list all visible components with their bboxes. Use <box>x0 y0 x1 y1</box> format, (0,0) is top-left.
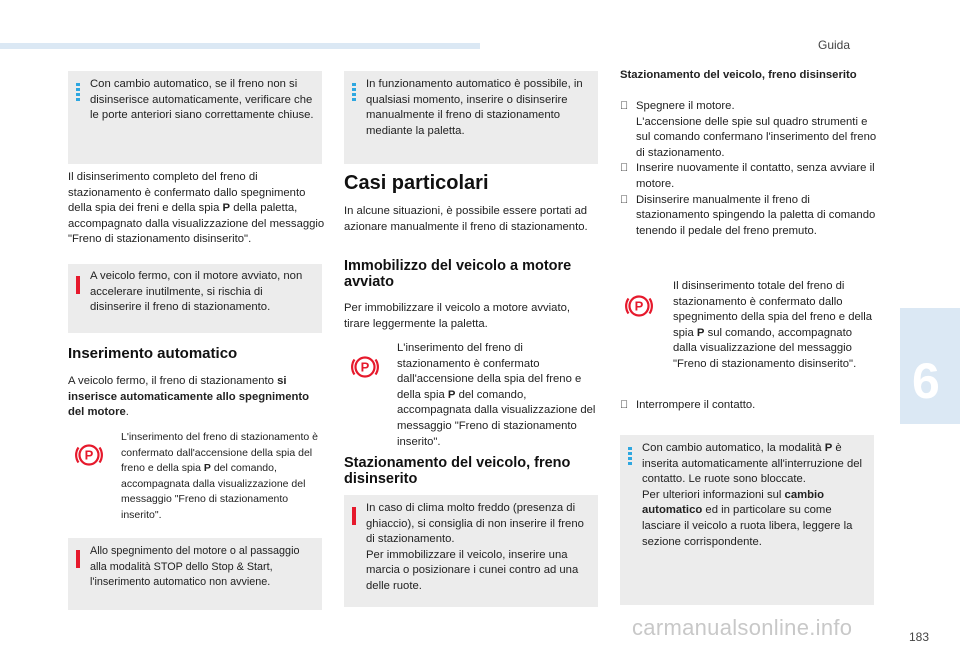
subheading: Stazionamento del veicolo, freno disinserito <box>344 455 571 487</box>
paragraph: In alcune situazioni, è possibile essere portati ad azionare manualmente il freno di stazionamento. <box>344 205 588 233</box>
parking-brake-warning-icon <box>350 352 380 382</box>
info-box <box>344 71 598 164</box>
warning-text: Allo spegnimento del motore o al passaggio alla modalità STOP dello Stop & Start, l'inserimento automatico non avviene. <box>90 545 300 589</box>
arrow-bullet-icon <box>620 99 628 115</box>
info-text: Con cambio automatico, la modalità P è inserita automaticamente all'interruzione del contatto. Le ruote sono bloccate. Per ulteriori informazioni sul cambio automatico ed in particolare su come lasciare il veicolo a ruota libera, leggere la sezione corrispondente. <box>642 442 863 548</box>
warning-marker-icon <box>76 276 80 294</box>
warning-text: A veicolo fermo, con il motore avviato, non accelerare inutilmente, si rischia di disinserire il freno di stazionamento. <box>90 270 303 314</box>
step-list <box>620 99 878 239</box>
list-item: Spegnere il motore. <box>620 99 878 115</box>
warning-text: In caso di clima molto freddo (presenza di ghiaccio), si consiglia di non inserire il freno di stazionamento. Per immobilizzare il veicolo, inserire una marcia o posizionare i cunei contro ad una delle ruote. <box>366 502 584 592</box>
icon-description: Il disinserimento totale del freno di stazionamento è confermato dallo spegnimento della spia del freno e della spia P sul comando, accompagnato dalla visualizzazione del messaggio "Freno di stazionamento disinserito". <box>673 280 873 370</box>
icon-description: L'inserimento del freno di stazionamento è confermato dall'accensione della spia del freno e della spia P del comando, accompagnata dalla visualizzazione del messaggio "Freno di stazionamento inserito". <box>121 431 318 521</box>
info-box <box>68 71 322 164</box>
info-text: Con cambio automatico, se il freno non si disinserisce automaticamente, verificare che le porte anteriori siano correttamente chiuse. <box>90 78 314 122</box>
parking-brake-warning-icon <box>74 440 104 470</box>
chapter-number: 6 <box>912 353 940 409</box>
warning-marker-icon <box>76 550 80 568</box>
info-marker-icon <box>352 83 356 101</box>
header-bar <box>0 43 480 49</box>
list-item: Inserire nuovamente il contatto, senza avviare il motore. <box>620 161 878 192</box>
warning-box <box>344 495 598 607</box>
page-number: 183 <box>909 630 930 644</box>
paragraph: A veicolo fermo, il freno di stazionamento si inserisce automaticamente allo spegnimento del motore. <box>68 375 310 419</box>
subheading: Immobilizzo del veicolo a motore avviato <box>344 258 572 290</box>
info-text: In funzionamento automatico è possibile, in qualsiasi momento, inserire o disinserire manualmente il freno di stazionamento mediante la paletta. <box>366 78 583 137</box>
watermark: carmanualsonline.info <box>632 615 853 640</box>
section-heading: Inserimento automatico <box>68 345 238 362</box>
list-item: Interrompere il contatto. <box>620 398 878 414</box>
arrow-bullet-icon <box>620 398 628 414</box>
warning-marker-icon <box>352 507 356 525</box>
section-title: Guida <box>818 38 851 52</box>
arrow-bullet-icon <box>620 193 628 209</box>
paragraph: Per immobilizzare il veicolo a motore avviato, tirare leggermente la paletta. <box>344 302 571 330</box>
step-list <box>620 398 878 414</box>
warning-box <box>68 264 322 333</box>
subheading: Stazionamento del veicolo, freno disinserito <box>620 69 857 81</box>
icon-description: L'inserimento del freno di stazionamento è confermato dall'accensione della spia del freno e della spia P del comando, accompagnata dalla visualizzazione del messaggio "Freno di stazionamento inserito". <box>397 342 596 448</box>
list-item: Disinserire manualmente il freno di stazionamento spingendo la paletta di comando tenendo il pedale del freno premuto. <box>620 193 878 240</box>
paragraph: Il disinserimento completo del freno di stazionamento è confermato dallo spegnimento della spia dei freni e della spia P della paletta, accompagnato dalla visualizzazione del messaggio "Freno di stazionamento disinserito". <box>68 171 325 246</box>
info-marker-icon <box>628 447 632 465</box>
section-heading: Casi particolari <box>344 172 489 194</box>
info-box <box>620 435 874 605</box>
arrow-bullet-icon <box>620 161 628 177</box>
warning-box <box>68 538 322 610</box>
step-note: L'accensione delle spie sul quadro strumenti e sul comando confermano l'inserimento del freno di stazionamento. <box>636 115 877 159</box>
info-marker-icon <box>76 83 80 101</box>
parking-brake-warning-icon <box>624 291 654 321</box>
